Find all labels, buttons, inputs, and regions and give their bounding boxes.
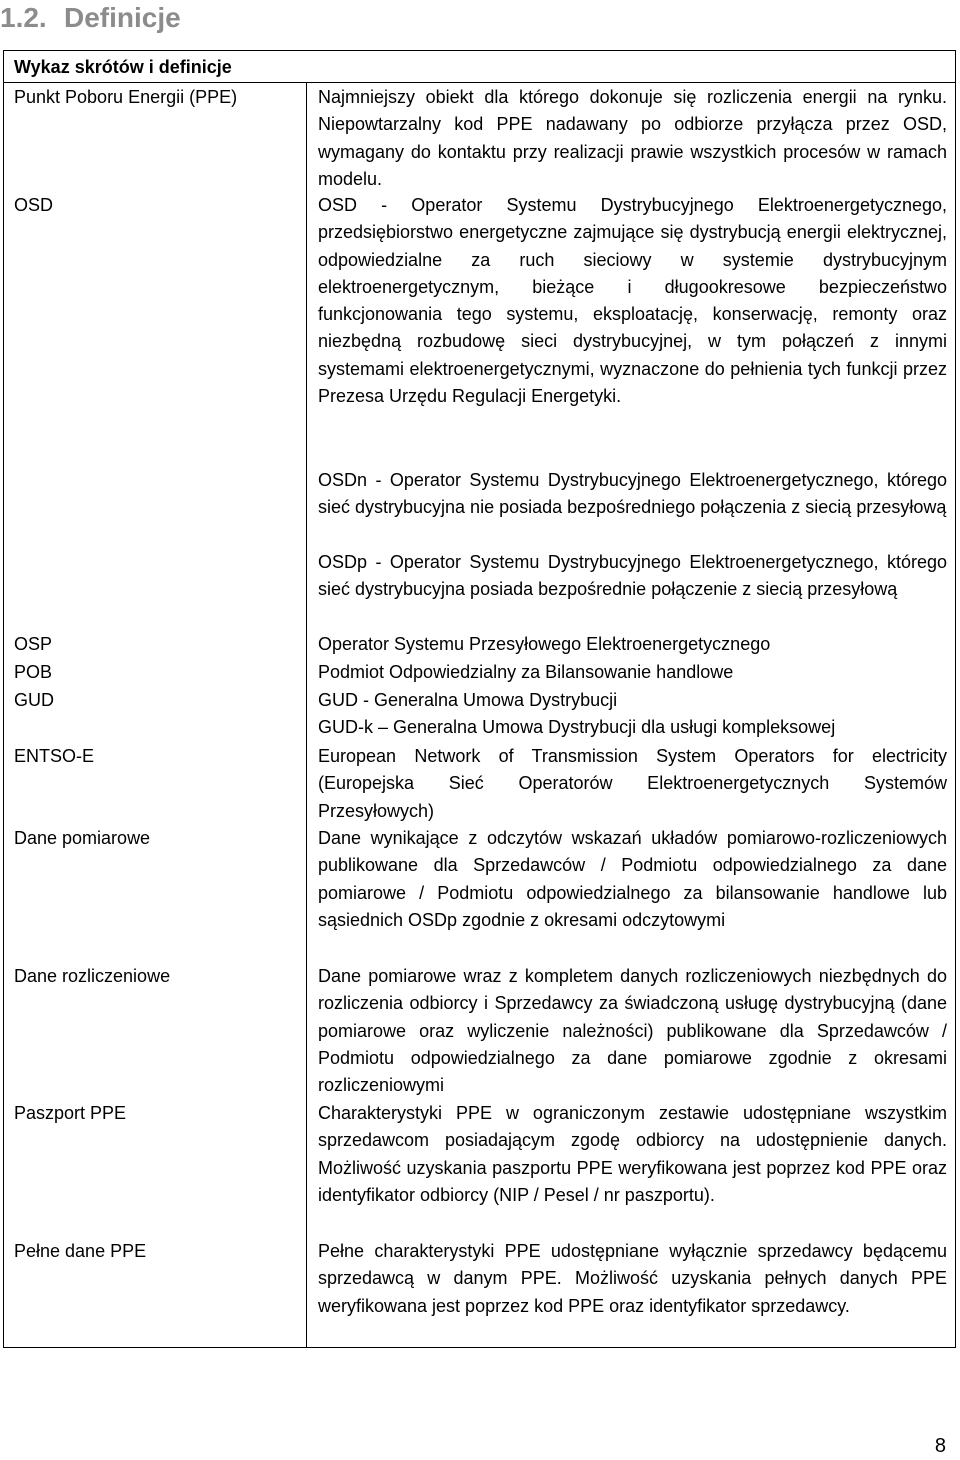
page-number: 8 (934, 1435, 946, 1457)
term-paszport-ppe: Paszport PPE (14, 1103, 127, 1123)
definition-osdn: OSDn - Operator Systemu Dystrybucyjnego Elektroenergetycznego, którego sieć dystrybucyjna nie posiada bezpośredniego połączenia z siecią przesyłową (318, 470, 947, 518)
section-heading (0, 0, 181, 36)
definition-paszport-ppe: Charakterystyki PPE w ograniczonym zestawie udostępniane wszystkim sprzedawcom posiadającym zgodę odbiorcy na udostępnienie danych. Możliwość uzyskania paszportu PPE weryfikowana jest poprzez kod PPE oraz identyfikator odbiorcy (NIP / Pesel / nr paszportu). (318, 1103, 947, 1205)
definition-dane-rozliczeniowe: Dane pomiarowe wraz z kompletem danych rozliczeniowych niezbędnych do rozliczenia odbiorcy i Sprzedawcy za świadczoną usługę dystrybucyjną (dane pomiarowe oraz wyliczenie należności) publikowane dla Sprzedawców / Podmiotu odpowiedzialnego za dane pomiarowe zgodnie z okresami rozliczeniowymi (318, 966, 947, 1096)
term-osp: OSP (14, 634, 53, 654)
section-title: Definicje (64, 2, 181, 33)
term-osd: OSD (14, 195, 54, 215)
table-divider (4, 82, 955, 83)
term-pob: POB (14, 662, 53, 682)
term-pelne-dane-ppe: Pełne dane PPE (14, 1241, 147, 1261)
definition-osdp: OSDp - Operator Systemu Dystrybucyjnego Elektroenergetycznego, którego sieć dystrybucyjna posiada bezpośrednie połączenie z siecią przesyłową (318, 552, 947, 600)
definition-gud: GUD - Generalna Umowa Dystrybucji (318, 690, 618, 710)
term-dane-pomiarowe: Dane pomiarowe (14, 828, 151, 848)
definitions-table (3, 50, 956, 1348)
definition-osp: Operator Systemu Przesyłowego Elektroenergetycznego (318, 634, 771, 654)
table-caption: Wykaz skrótów i definicje (14, 57, 232, 77)
term-entso-e: ENTSO-E (14, 746, 95, 766)
definition-dane-pomiarowe: Dane wynikające z odczytów wskazań układów pomiarowo-rozliczeniowych publikowane dla Sprzedawców / Podmiotu odpowiedzialnego za dane pomiarowe / Podmiotu odpowiedzialnego za bilansowanie handlowe lub sąsiednich OSDp zgodnie z okresami odczytowymi (318, 828, 947, 930)
term-ppe: Punkt Poboru Energii (PPE) (14, 87, 238, 107)
term-dane-rozliczeniowe: Dane rozliczeniowe (14, 966, 171, 986)
section-number: 1.2. (0, 2, 47, 33)
definition-ppe: Najmniejszy obiekt dla którego dokonuje się rozliczenia energii na rynku. Niepowtarzalny kod PPE nadawany po odbiorze przyłącza przez OSD, wymagany do kontaktu przy realizacji prawie wszystkich procesów w ramach modelu. (318, 87, 947, 189)
definition-osd: OSD - Operator Systemu Dystrybucyjnego Elektroenergetycznego, przedsiębiorstwo energetyczne zajmujące się dystrybucją energii elektrycznej, odpowiedzialne za ruch sieciowy w systemie dystrybucyjnym elektroenergetycznym, bieżące i długookresowe bezpieczeństwo funkcjonowania tego systemu, eksploatację, konserwację, remonty oraz niezbędną rozbudowę sieci dystrybucyjnej, w tym połączeń z innymi systemami elektroenergetycznymi, wyznaczone do pełnienia tych funkcji przez Prezesa Urzędu Regulacji Energetyki. (318, 195, 947, 407)
definition-entso-e: European Network of Transmission System Operators for electricity (Europejska Sieć Operatorów Elektroenergetycznych Systemów Przesyłowych) (318, 746, 947, 821)
column-divider (306, 82, 307, 1347)
term-gud: GUD (14, 690, 54, 710)
definition-gud-k: GUD-k – Generalna Umowa Dystrybucji dla usługi kompleksowej (318, 717, 836, 737)
definition-pelne-dane-ppe: Pełne charakterystyki PPE udostępniane wyłącznie sprzedawcy będącemu sprzedawcą w danym PPE. Możliwość uzyskania pełnych danych PPE weryfikowana jest poprzez kod PPE oraz identyfikator sprzedawcy. (318, 1241, 947, 1316)
definition-pob: Podmiot Odpowiedzialny za Bilansowanie handlowe (318, 662, 734, 682)
